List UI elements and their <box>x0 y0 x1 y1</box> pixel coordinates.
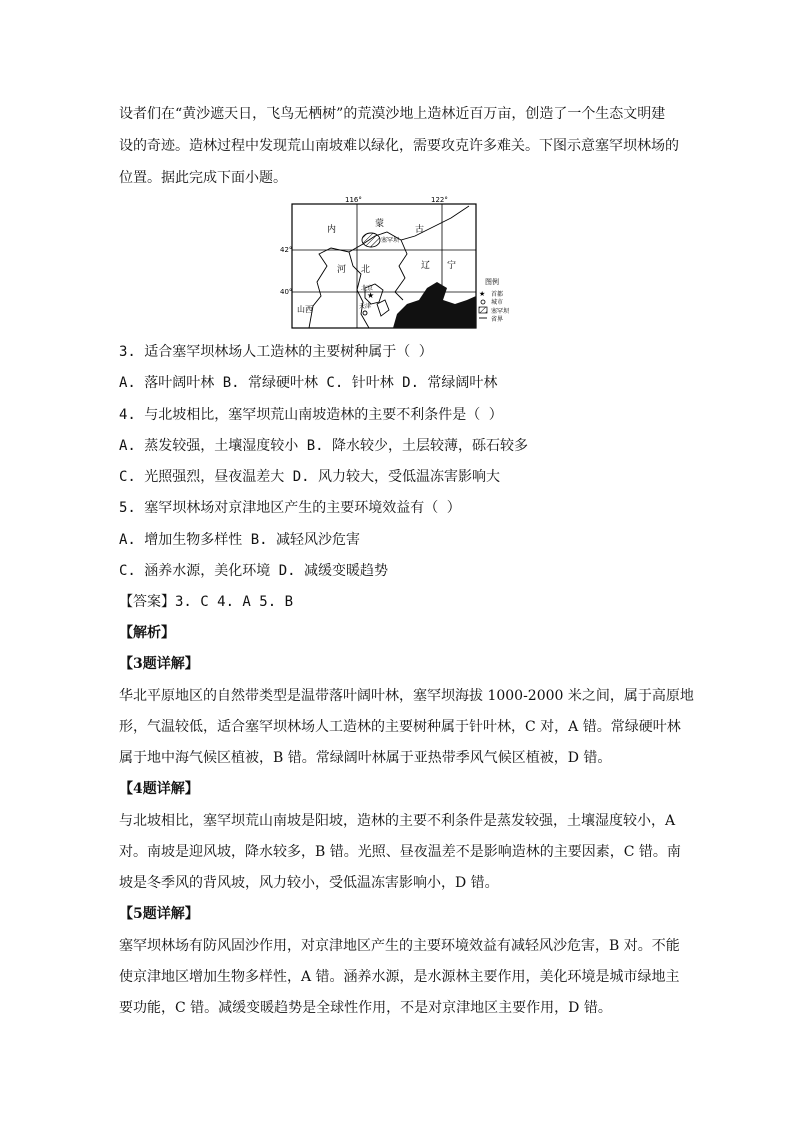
detail5-line-2: 使京津地区增加生物多样性，A 错。涵养水源，是水源林主要作用，美化环境是城市绿地主 <box>119 969 680 985</box>
label-he: 河 <box>337 265 347 275</box>
legend-capital: 首都 <box>491 291 504 298</box>
location-map <box>280 196 555 330</box>
label-beijing: 北京 <box>361 285 374 292</box>
lat-40-label: 40° <box>280 288 293 296</box>
label-saihanba: 塞罕坝 <box>381 237 400 244</box>
answer-line: 【答案】3. C 4. A 5. B <box>119 594 294 610</box>
q3-stem: 3. 适合塞罕坝林场人工造林的主要树种属于（ ） <box>119 344 433 360</box>
detail3-heading: 【3题详解】 <box>119 656 199 672</box>
legend-title: 图例 <box>485 278 499 286</box>
detail3-line-2: 形，气温较低，适合塞罕坝林场人工造林的主要树种属于针叶林，C 对，A 错。常绿硬叶林 <box>119 719 681 735</box>
legend-boundary: 省界 <box>491 316 504 323</box>
label-bei: 北 <box>361 265 371 275</box>
legend-forest: 塞罕坝 <box>491 308 510 315</box>
q5-options-cd: C. 涵养水源，美化环境 D. 减缓变暖趋势 <box>119 563 389 579</box>
legend-city: 城市 <box>491 299 504 306</box>
q4-options-cd: C. 光照强烈，昼夜温差大 D. 风力较大，受低温冻害影响大 <box>119 469 500 485</box>
intro-line-2: 设的奇迹。造林过程中发现荒山南坡难以绿化，需要攻克许多难关。下图示意塞罕坝林场的 <box>119 138 679 154</box>
detail4-line-1: 与北坡相比，塞罕坝荒山南坡是阳坡，造林的主要不利条件是蒸发较强，土壤湿度较小，A <box>119 813 676 829</box>
q3-options: A. 落叶阔叶林 B. 常绿硬叶林 C. 针叶林 D. 常绿阔叶林 <box>119 375 498 391</box>
q5-options-ab: A. 增加生物多样性 B. 减轻风沙危害 <box>119 532 361 548</box>
intro-line-1: 设者们在“黄沙遮天日，飞鸟无栖树”的荒漠沙地上造林近百万亩，创造了一个生态文明建 <box>119 106 666 122</box>
detail5-heading: 【5题详解】 <box>119 906 199 922</box>
detail4-line-3: 坡是冬季风的背风坡，风力较小，受低温冻害影响小，D 错。 <box>119 875 499 891</box>
label-ning: 宁 <box>447 261 457 271</box>
label-shanxi: 山西 <box>297 305 313 314</box>
detail3-line-1: 华北平原地区的自然带类型是温带落叶阔叶林，塞罕坝海拔 1000-2000 米之间，属于高原地 <box>119 688 694 704</box>
q4-stem: 4. 与北坡相比，塞罕坝荒山南坡造林的主要不利条件是（ ） <box>119 407 503 423</box>
detail5-line-3: 要功能，C 错。减缓变暖趋势是全球性作用，不是对京津地区主要作用，D 错。 <box>119 1000 612 1016</box>
q4-options-ab: A. 蒸发较强，土壤湿度较小 B. 降水较少，土层较薄，砾石较多 <box>119 438 528 454</box>
label-nei: 内 <box>327 225 337 235</box>
analysis-heading: 【解析】 <box>119 625 175 641</box>
detail5-line-1: 塞罕坝林场有防风固沙作用，对京津地区产生的主要环境效益有减轻风沙危害，B 对。不能 <box>119 938 680 954</box>
detail4-heading: 【4题详解】 <box>119 781 199 797</box>
lat-42-label: 42° <box>280 246 293 254</box>
lon-122-label: 122° <box>431 196 448 204</box>
detail3-line-3: 属于地中海气候区植被，B 错。常绿阔叶林属于亚热带季风气候区植被，D 错。 <box>119 750 612 766</box>
label-gu: 古 <box>415 225 425 235</box>
detail4-line-2: 对。南坡是迎风坡，降水较多，B 错。光照、昼夜温差不是影响造林的主要因素，C 错。南 <box>119 844 681 860</box>
city-icon <box>363 311 367 315</box>
saihanba-area <box>362 233 380 247</box>
label-liao: 辽 <box>421 261 431 271</box>
intro-line-3: 位置。据此完成下面小题。 <box>119 170 287 186</box>
legend-city-icon <box>481 300 485 304</box>
legend-forest-icon <box>479 307 487 313</box>
label-meng: 蒙 <box>375 219 385 229</box>
capital-star-icon: ★ <box>367 291 375 300</box>
lon-116-label: 116° <box>345 196 362 204</box>
label-tianjin: 天津 <box>359 303 372 310</box>
legend-capital-icon: ★ <box>479 290 486 298</box>
q5-stem: 5. 塞罕坝林场对京津地区产生的主要环境效益有（ ） <box>119 500 461 516</box>
location-map-svg <box>280 196 555 330</box>
